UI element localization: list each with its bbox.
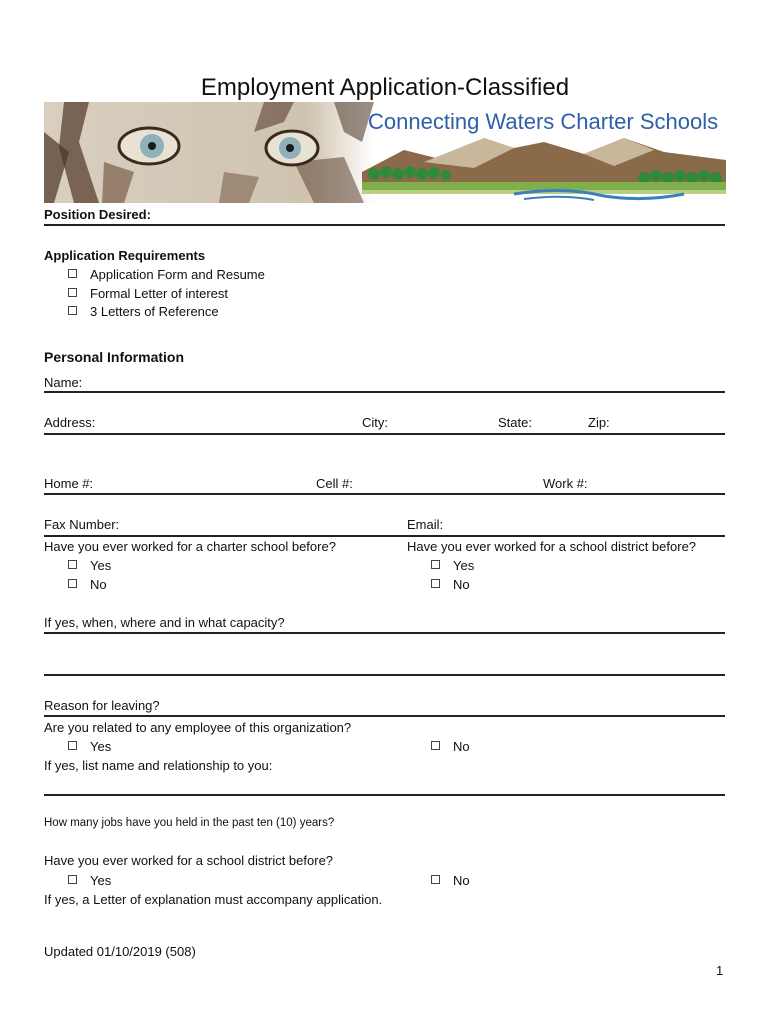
address-line[interactable] [44, 433, 725, 435]
relationship-line[interactable] [44, 794, 725, 796]
checkbox-icon[interactable] [431, 875, 440, 884]
requirements-heading: Application Requirements [44, 248, 206, 263]
checkbox-icon[interactable] [68, 269, 77, 278]
capacity-label: If yes, when, where and in what capacity? [44, 615, 285, 630]
district-question-2: Have you ever worked for a school district before? [44, 853, 334, 868]
checkbox-icon[interactable] [68, 306, 77, 315]
requirement-item: 3 Letters of Reference [68, 304, 219, 319]
school-banner [44, 102, 726, 203]
fax-email-line[interactable] [44, 535, 725, 537]
position-desired-label: Position Desired: [44, 207, 151, 222]
reason-leaving-line[interactable] [44, 715, 725, 717]
address-label: Address: [44, 415, 96, 430]
related-question: Are you related to any employee of this organization? [44, 720, 352, 735]
requirement-item: Formal Letter of interest [68, 286, 228, 301]
related-yes-option[interactable]: Yes [68, 739, 111, 754]
name-line[interactable] [44, 391, 725, 393]
requirement-item: Application Form and Resume [68, 267, 265, 282]
checkbox-icon[interactable] [68, 741, 77, 750]
charter-yes-option[interactable]: Yes [68, 558, 111, 573]
fax-label: Fax Number: [44, 517, 120, 532]
city-label: City: [362, 415, 388, 430]
district2-yes-option[interactable]: Yes [68, 873, 111, 888]
relationship-label: If yes, list name and relationship to you: [44, 758, 273, 773]
capacity-line-2[interactable] [44, 674, 725, 676]
district-no-option[interactable]: No [431, 577, 470, 592]
charter-no-option[interactable]: No [68, 577, 107, 592]
email-label: Email: [407, 517, 444, 532]
phone-line[interactable] [44, 493, 725, 495]
charter-question: Have you ever worked for a charter school before? [44, 539, 336, 554]
state-label: State: [498, 415, 532, 430]
home-phone-label: Home #: [44, 476, 94, 491]
checkbox-icon[interactable] [68, 579, 77, 588]
district-question: Have you ever worked for a school district before? [407, 539, 697, 554]
checkbox-icon[interactable] [68, 875, 77, 884]
checkbox-icon[interactable] [68, 560, 77, 569]
capacity-line[interactable] [44, 632, 725, 634]
letter-explanation-note: If yes, a Letter of explanation must accompany application. [44, 892, 383, 907]
cell-phone-label: Cell #: [316, 476, 353, 491]
page-title: Employment Application-Classified [200, 74, 570, 101]
related-no-option[interactable]: No [431, 739, 470, 754]
page-number: 1 [716, 963, 724, 978]
zip-label: Zip: [588, 415, 610, 430]
jobs-count-label: How many jobs have you held in the past ten (10) years? [44, 817, 335, 829]
district-yes-option[interactable]: Yes [431, 558, 474, 573]
reason-leaving-label: Reason for leaving? [44, 698, 160, 713]
checkbox-icon[interactable] [68, 288, 77, 297]
updated-footer: Updated 01/10/2019 (508) [44, 944, 196, 959]
checkbox-icon[interactable] [431, 579, 440, 588]
position-desired-line[interactable] [44, 224, 725, 226]
district2-no-option[interactable]: No [431, 873, 470, 888]
personal-heading: Personal Information [44, 349, 185, 365]
banner-text: Connecting Waters Charter Schools [368, 109, 719, 134]
banner-graphic [44, 102, 726, 203]
name-label: Name: [44, 375, 83, 390]
checkbox-icon[interactable] [431, 560, 440, 569]
checkbox-icon[interactable] [431, 741, 440, 750]
work-phone-label: Work #: [543, 476, 588, 491]
